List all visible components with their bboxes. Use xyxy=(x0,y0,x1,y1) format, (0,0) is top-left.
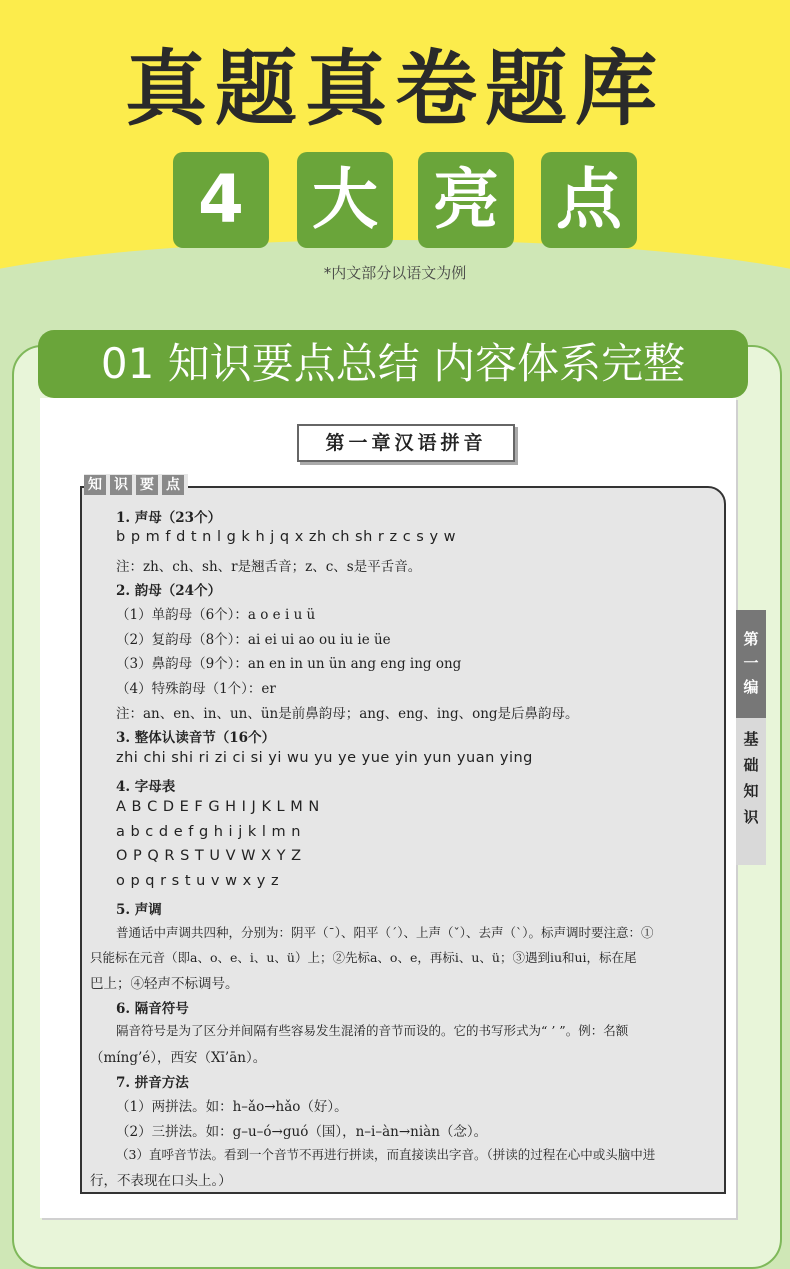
knowledge-box-label xyxy=(84,474,188,496)
side-section-char: 识 xyxy=(743,808,759,826)
text-line: 6. 隔音符号 xyxy=(116,1001,189,1017)
text-line: 隔音符号是为了区分并间隔有些容易发生混淆的音节而设的。它的书写形式为“ ’ ”。例：名额 xyxy=(116,1023,629,1038)
text-line: （3）直呼音节法。看到一个音节不再进行拼读，而直接读出字音。（拼读的过程在心中或头脑中进 xyxy=(116,1147,656,1162)
side-section-char: 基 xyxy=(743,730,759,748)
label-char: 要 xyxy=(136,475,158,495)
text-line: 注：zh、ch、sh、r是翘舌音；z、c、s是平舌音。 xyxy=(116,559,422,575)
side-part-char: 编 xyxy=(743,678,759,696)
side-part-char: 第 xyxy=(743,630,759,648)
side-section-char: 知 xyxy=(743,782,759,800)
sample-note: *内文部分以语文为例 xyxy=(323,264,467,282)
text-line: 7. 拼音方法 xyxy=(116,1075,189,1091)
text-line: 1. 声母（23个） xyxy=(116,510,222,526)
text-line: 5. 声调 xyxy=(116,902,162,918)
text-line: 3. 整体认读音节（16个） xyxy=(116,730,276,746)
text-line: zhi chi shi ri zi ci si yi wu yu ye yue yin yun yuan ying xyxy=(116,750,533,766)
text-line: 注：an、en、in、un、ün是前鼻韵母；ang、eng、ing、ong是后鼻韵母。 xyxy=(116,706,579,722)
label-char: 点 xyxy=(162,475,184,495)
label-char: 知 xyxy=(84,475,106,495)
tile-liang: 亮 xyxy=(418,152,514,248)
text-line: 巴上；④轻声不标调号。 xyxy=(90,976,239,992)
text-line: O P Q R S T U V W X Y Z xyxy=(116,848,302,864)
tile-number: 4 xyxy=(173,152,269,248)
text-line: （4）特殊韵母（1个）：er xyxy=(116,681,276,697)
feature-banner: 01 知识要点总结 内容体系完整 xyxy=(38,330,748,398)
headline: 真题真卷题库 xyxy=(124,42,665,137)
text-line: （1）两拼法。如：h–ǎo→hǎo（好）。 xyxy=(116,1099,348,1115)
text-line: 4. 字母表 xyxy=(116,779,176,795)
text-line: （míng’é），西安（Xī’ān）。 xyxy=(90,1050,267,1066)
text-line: 普通话中声调共四种，分别为：阴平（ˉ）、阳平（ˊ）、上声（ˇ）、去声（ˋ）。标声调时要注意：① xyxy=(116,925,654,940)
text-line: （2）三拼法。如：g–u–ó→guó（国），n–i–àn→niàn（念）。 xyxy=(116,1124,488,1140)
side-section-char: 础 xyxy=(743,756,759,774)
text-line: （3）鼻韵母（9个）：an en in un ün ang eng ing ong xyxy=(116,656,462,672)
text-line: o p q r s t u v w x y z xyxy=(116,873,280,889)
side-part-char: 一 xyxy=(743,654,759,672)
tile-da: 大 xyxy=(297,152,393,248)
tile-dian: 点 xyxy=(541,152,637,248)
label-char: 识 xyxy=(110,475,132,495)
text-line: b p m f d t n l g k h j q x zh ch sh r z c s y w xyxy=(116,529,456,545)
text-line: （2）复韵母（8个）：ai ei ui ao ou iu ie üe xyxy=(116,632,391,648)
text-line: 2. 韵母（24个） xyxy=(116,583,222,599)
text-line: 只能标在元音（即a、o、e、i、u、ü）上；②先标a、o、e，再标i、u、ü；③遇到iu和ui，标在尾 xyxy=(90,950,637,965)
text-line: （1）单韵母（6个）：a o e i u ü xyxy=(116,607,316,623)
text-line: a b c d e f g h i j k l m n xyxy=(116,824,301,840)
text-line: 行，不表现在口头上。） xyxy=(90,1173,232,1189)
text-line: A B C D E F G H I J K L M N xyxy=(116,799,320,815)
chapter-title: 第一章汉语拼音 xyxy=(297,424,515,462)
